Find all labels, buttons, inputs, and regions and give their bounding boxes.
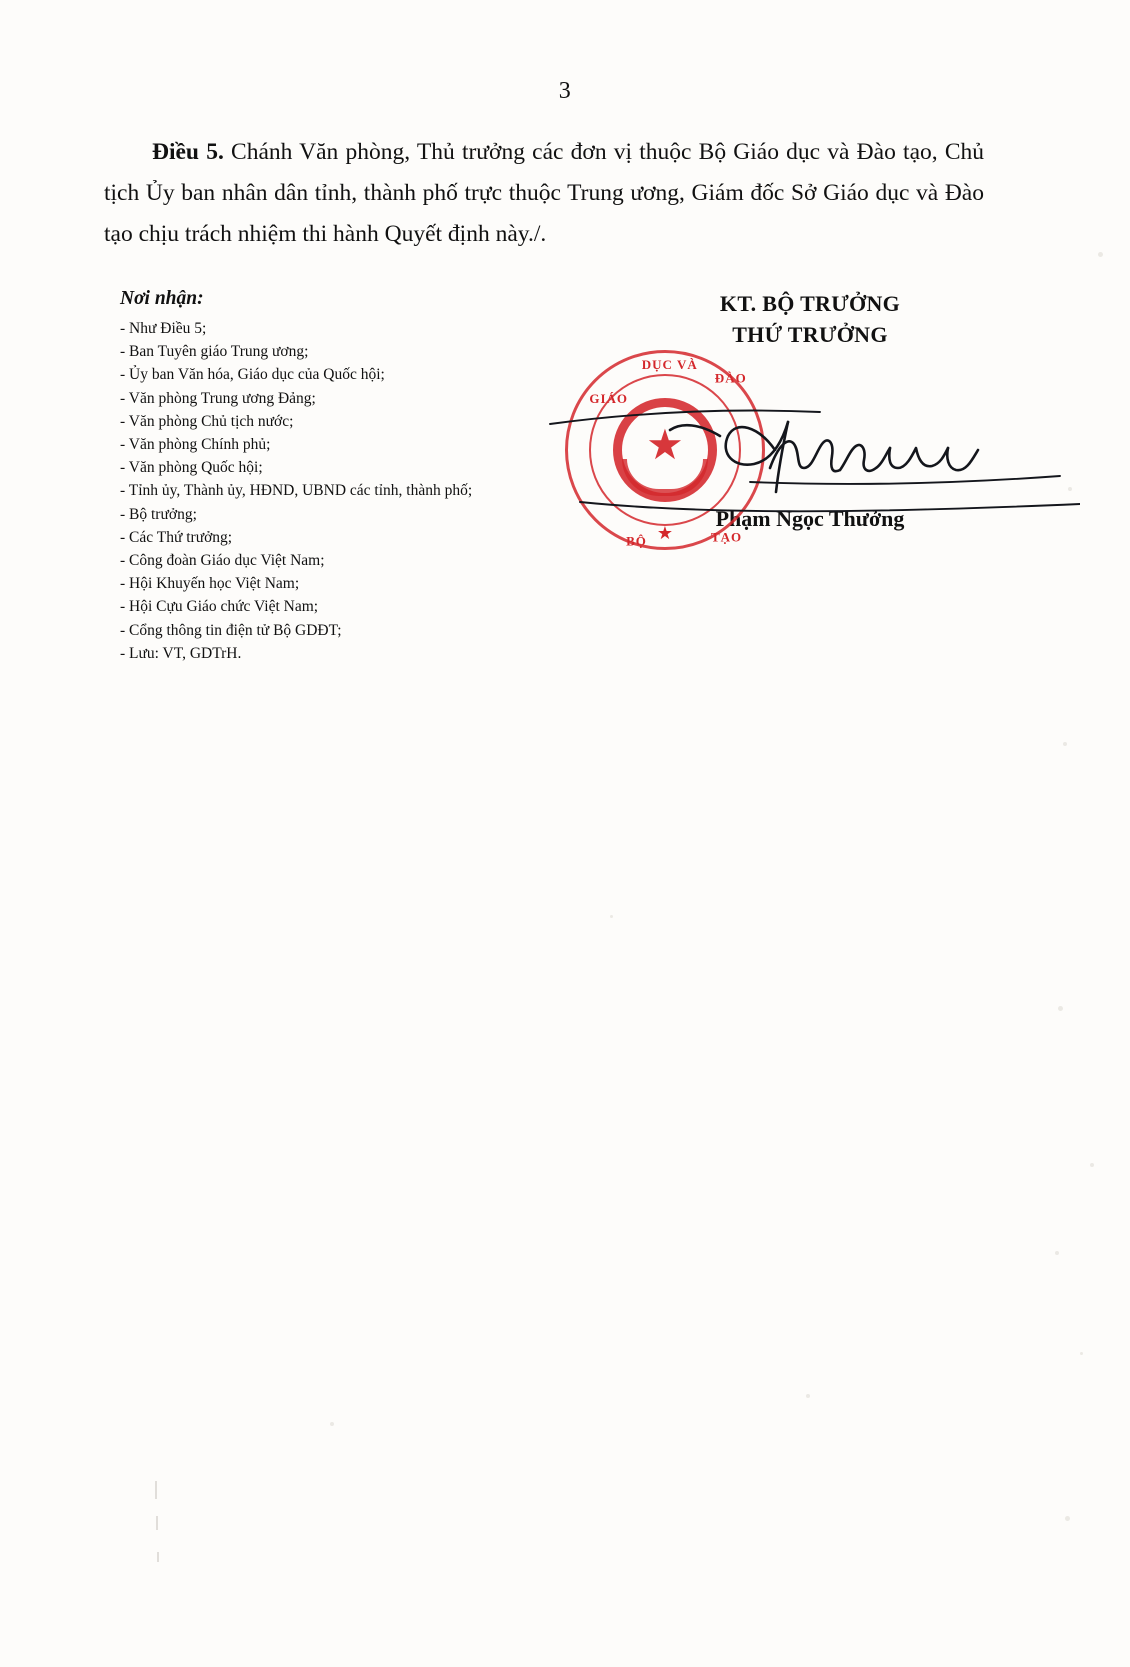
- scan-speckle: [610, 915, 613, 918]
- scan-speckle: [1058, 1006, 1063, 1011]
- recipients-title: Nơi nhận:: [120, 288, 204, 309]
- seal-text-bottom: BỘ: [626, 533, 647, 549]
- list-item: - Công đoàn Giáo dục Việt Nam;: [120, 552, 325, 570]
- list-item: - Văn phòng Chủ tịch nước;: [120, 412, 294, 430]
- list-item: - Hội Khuyến học Việt Nam;: [120, 575, 300, 593]
- list-item: - Ủy ban Văn hóa, Giáo dục của Quốc hội;: [120, 366, 385, 384]
- article-label: Điều 5.: [152, 139, 224, 165]
- seal-text-bottom-right: TẠO: [711, 529, 743, 545]
- scan-speckle: [1080, 1352, 1083, 1355]
- seal-text-top: DỤC VÀ: [641, 356, 698, 372]
- signature-title-line1: KT. BỘ TRƯỞNG: [719, 291, 901, 316]
- list-item: - Cổng thông tin điện tử Bộ GDĐT;: [120, 621, 342, 639]
- list-item: - Ban Tuyên giáo Trung ương;: [120, 343, 309, 361]
- national-emblem-icon: [613, 398, 717, 502]
- article-text: Chánh Văn phòng, Thủ trưởng các đơn vị thuộc Bộ Giáo dục và Đào tạo, Chủ tịch Ủy ban nhân dân tỉnh, thành phố trực thuộc Trung ương, Giám đốc Sở Giáo dục và Đào tạo chịu trách nhiệm thi hành Quyết định này./.: [104, 139, 984, 247]
- rice-ears-shape: [622, 459, 708, 496]
- scan-speckle: [1068, 487, 1072, 491]
- list-item: - Các Thứ trưởng;: [120, 528, 233, 546]
- list-item: - Văn phòng Trung ương Đảng;: [120, 389, 316, 407]
- recipients-list: [120, 317, 590, 665]
- signature-title-line2: THỨ TRƯỞNG: [732, 322, 888, 347]
- scan-artifact: [155, 1481, 157, 1499]
- star-icon: ★: [646, 422, 684, 469]
- seal-inner-ring: [589, 374, 741, 526]
- list-item: - Văn phòng Chính phủ;: [120, 436, 271, 454]
- scan-speckle: [1090, 1163, 1094, 1167]
- scan-speckle: [1055, 1251, 1059, 1255]
- list-item: - Bộ trưởng;: [120, 505, 197, 523]
- scan-speckle: [1065, 1516, 1070, 1521]
- signature-area: [0, 288, 1130, 708]
- signer-name: Phạm Ngọc Thưởng: [715, 506, 905, 531]
- list-item: - Như Điều 5;: [120, 320, 207, 337]
- page-number: 3: [558, 78, 572, 104]
- scan-artifact: [157, 1552, 159, 1562]
- seal-text-right: ĐÀO: [714, 370, 747, 386]
- list-item: - Tỉnh ủy, Thành ủy, HĐND, UBND các tỉnh, thành phố;: [120, 482, 473, 500]
- seal-bottom-star-icon: ★: [656, 523, 674, 543]
- seal-text-left: GIÁO: [589, 390, 629, 406]
- body-paragraph: [104, 132, 984, 255]
- list-item: - Hội Cựu Giáo chức Việt Nam;: [120, 598, 319, 616]
- scan-speckle: [330, 1422, 334, 1426]
- emblem-disc: [613, 398, 717, 502]
- recipients-block: [120, 288, 590, 665]
- list-item: - Lưu: VT, GDTrH.: [120, 644, 242, 662]
- scan-speckle: [806, 1394, 810, 1398]
- handwritten-signature: [520, 364, 1080, 564]
- list-item: - Văn phòng Quốc hội;: [120, 459, 263, 477]
- scan-speckle: [1063, 742, 1067, 746]
- scan-artifact: [156, 1516, 158, 1530]
- scan-speckle: [1098, 252, 1103, 257]
